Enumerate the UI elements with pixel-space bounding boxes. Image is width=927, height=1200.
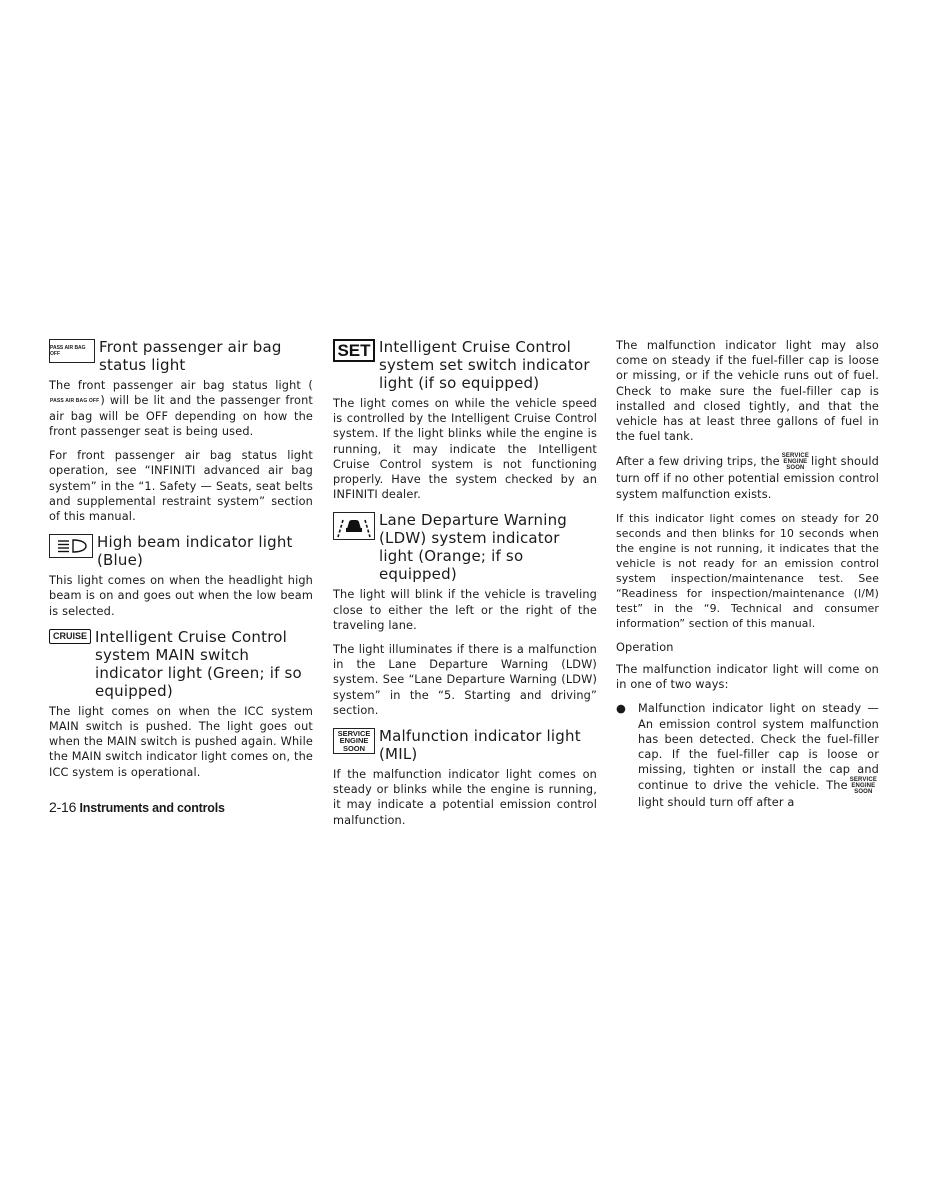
cruise-paragraph: The light comes on when the ICC system MAIN switch is pushed. The light goes out when the MAIN switch is pushed again. While the MAIN switch indicator light comes on, the ICC system is operational. — [49, 704, 313, 779]
ldw-paragraph-2: The light illuminates if there is a malfunction in the Lane Departure Warning (LDW) system. See “Lane Departure Warning (LDW) system” in the “5. Starting and driving” section. — [333, 643, 597, 717]
service-engine-soon-icon: SERVICE ENGINE SOON — [333, 728, 375, 754]
col3-paragraph-2: After a few driving trips, the SERVICE ENGINE SOON light should turn off if no other potential emission control system malfunction exists. — [616, 453, 879, 501]
highbeam-paragraph: This light comes on when the headlight high beam is on and goes out when the low beam is selected. — [49, 574, 313, 618]
col3-paragraph-1: The malfunction indicator light may also come on steady if the fuel-filler cap is loose or missing, or if the vehicle runs out of fuel. Check to make sure the fuel-filler cap is installed and closed tightly, and that the vehicle has at least three gallons of fuel in the fuel tank. — [616, 339, 879, 444]
ldw-title: Lane Departure Warning (LDW) system indicator light (Orange; if so equipped) — [379, 511, 568, 584]
set-title: Intelligent Cruise Control system set switch indicator light (if so equipped) — [379, 338, 590, 392]
service-engine-soon-inline-icon-2: SERVICE ENGINE SOON — [849, 777, 877, 796]
mil-heading — [333, 727, 597, 763]
airbag-title: Front passenger air bag status light — [99, 338, 282, 374]
column-2 — [333, 338, 597, 837]
column-1 — [49, 338, 313, 789]
bullet-text: Malfunction indicator light on steady — An emission control system malfunction has been detected. Check the fuel-filler cap. If the fuel-filler cap is loose or missing, tighten or install the cap and continue to drive the vehicle. The SERVICE ENGINE SOON light should turn off after a — [638, 702, 879, 810]
set-section — [333, 338, 597, 502]
high-beam-icon — [49, 534, 93, 562]
cruise-section — [49, 628, 313, 780]
ldw-heading — [333, 511, 597, 583]
airbag-inline-icon: PASS AIR BAG OFF — [50, 397, 100, 404]
operation-heading: Operation — [616, 640, 674, 654]
airbag-heading — [49, 338, 313, 374]
cruise-icon: CRUISE — [49, 629, 91, 644]
mil-section — [333, 727, 597, 828]
bullet-dot-icon: ● — [616, 702, 626, 716]
airbag-paragraph-2: For front passenger air bag status light operation, see “INFINITI advanced air bag system” in the “1. Safety — Seats, seat belts and supplemental restraint system” section of this manual. — [49, 449, 313, 524]
airbag-paragraph-1: The front passenger air bag status light (PASS AIR BAG OFF) will be lit and the passenger front air bag will be OFF depending on how the front passenger seat is being used. — [49, 379, 313, 438]
set-heading — [333, 338, 597, 392]
ldw-section — [333, 511, 597, 718]
highbeam-heading — [49, 533, 313, 569]
page-number: 2-16 — [49, 799, 77, 815]
lane-departure-icon — [333, 512, 375, 544]
column-3 — [616, 338, 879, 820]
ldw-paragraph-1: The light will blink if the vehicle is traveling close to either the left or the right of the traveling lane. — [333, 588, 597, 632]
set-icon: SET — [333, 339, 375, 362]
highbeam-title: High beam indicator light (Blue) — [97, 533, 293, 570]
mil-title: Malfunction indicator light (MIL) — [379, 727, 581, 764]
cruise-title: Intelligent Cruise Control system MAIN switch indicator light (Green; if so equipped) — [95, 627, 302, 700]
section-name: Instruments and controls — [79, 801, 225, 815]
airbag-icon-text: PASS AIR BAG OFF — [50, 345, 86, 357]
highbeam-section — [49, 533, 313, 619]
mil-paragraph: If the malfunction indicator light comes on steady or blinks while the engine is running, it may indicate a potential emission control malfunction. — [333, 768, 597, 827]
col3-paragraph-3: If this indicator light comes on steady for 20 seconds and then blinks for 10 seconds when the engine is not running, it indicates that the vehicle is not ready for an emission control system inspection/maintenance test. See “Readiness for inspection/maintenance (I/M) test” in the “9. Technical and consumer information” section of this manual. — [616, 511, 879, 630]
bullet-item — [616, 701, 879, 819]
page-footer — [49, 799, 225, 815]
service-engine-soon-inline-icon: SERVICE ENGINE SOON — [781, 453, 810, 472]
cruise-heading — [49, 628, 313, 700]
col3-paragraph-4: The malfunction indicator light will come on in one of two ways: — [616, 663, 879, 692]
airbag-section — [49, 338, 313, 524]
airbag-status-icon — [49, 339, 95, 363]
set-paragraph: The light comes on while the vehicle speed is controlled by the Intelligent Cruise Control system. If the light blinks while the engine is running, it may indicate the Intelligent Cruise Control system is not functioning properly. Have the system checked by an INFINITI dealer. — [333, 397, 597, 502]
